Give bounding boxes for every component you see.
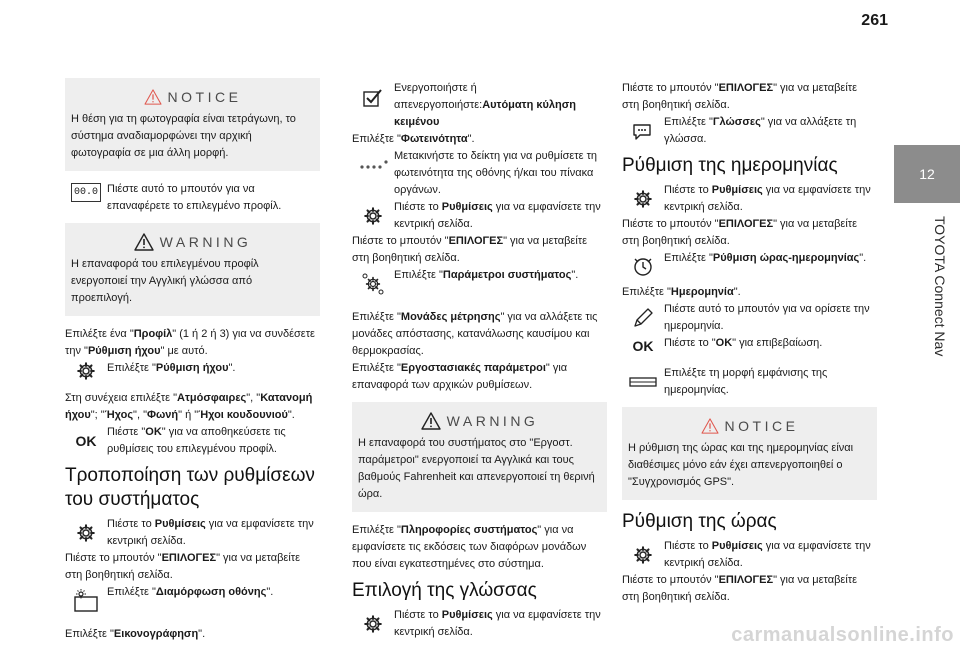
ok-icon: OK [75, 432, 97, 449]
sound-settings-icon [75, 360, 97, 382]
date-format-icon [629, 375, 657, 389]
warning-text: Η επαναφορά του επιλεγμένου προφίλ ενεργοποιεί την Αγγλική γλώσσα από προεπιλογή. [71, 258, 259, 304]
notice-text: Η θέση για τη φωτογραφία είναι τετράγωνη, το σύστημα αναδιαμορφώνει την αρχική φωτογραφία σε μια άλλη μορφή. [71, 113, 296, 159]
ok-save-step: OK Πιέστε "OK" για να αποθηκεύσετε τις ρυθμίσεις του επιλεγμένου προφίλ. [75, 426, 286, 455]
heading-time: Ρύθμιση της ώρας [622, 511, 777, 532]
notice-heading: NOTICE [724, 417, 799, 434]
profile-paragraph: Επιλέξτε ένα "Προφίλ" (1 ή 2 ή 3) για να συνδέσετε την "Ρύθμιση ήχου" με αυτό. [65, 328, 315, 357]
settings-gear-icon [75, 522, 97, 544]
reset-profile-text: Πιέστε αυτό το μπουτόν για να επαναφέρετε το επιλεγμένο προφίλ. [107, 183, 282, 212]
slider-dots-icon [358, 159, 388, 171]
watermark: carmanualsonline.info [731, 624, 954, 646]
warning-heading: WARNING [446, 412, 539, 429]
warning-box [352, 402, 607, 512]
warning-heading: WARNING [159, 233, 252, 250]
warning-text: Η επαναφορά του συστήματος στο "Εργοστ. παράμετροι" ενεργοποιεί τα Αγγλικά και τους βαθμούς Fahrenheit και απενεργοποιεί τη θερινή ώρα. [358, 437, 595, 500]
notice-warning-icon [701, 418, 719, 434]
notice-box [622, 407, 877, 500]
heading-language: Επιλογή της γλώσσας [352, 580, 537, 601]
chapter-tab[interactable]: 12 [894, 145, 960, 203]
screen-brightness-icon [72, 588, 100, 614]
reset-profile-step [65, 181, 320, 215]
notice-warning-icon [144, 89, 162, 105]
side-title: TOYOTA Connect Nav [932, 216, 948, 357]
settings-gear-icon [362, 205, 384, 227]
warning-icon [134, 233, 154, 251]
notice-text: Η ρύθμιση της ώρας και της ημερομηνίας είναι διαθέσιμες μόνο εάν έχει απενεργοποιηθεί ο "Συγχρονισμός GPS". [628, 442, 854, 488]
clock-calendar-icon [631, 255, 655, 279]
page-number: 261 [861, 12, 888, 29]
warning-box [65, 223, 320, 316]
notice-heading: NOTICE [167, 88, 242, 105]
heading-date: Ρύθμιση της ημερομηνίας [622, 155, 838, 176]
pencil-icon [631, 306, 655, 330]
warning-icon [421, 412, 441, 430]
reset-button-icon: 00.0 [71, 183, 101, 202]
settings-gear-icon [632, 188, 654, 210]
heading-system-settings: Τροποποίηση των ρυθμίσεων του συστήματος [65, 465, 315, 510]
column-3: Πιέστε το μπουτόν "ΕΠΙΛΟΓΕΣ" για να μεταβείτε στη βοηθητική σελίδα. Επιλέξτε "Γλώσσες" για να αλλάξετε τη γλώσσα. Ρύθμιση της ημερομηνίας Πιέστε το Ρυθμίσεις για να εμφανίσετε την κεντρική σελίδα. Πιέστε το μπουτόν "ΕΠΙΛΟΓΕΣ" για να μεταβείτε στη βοηθητική σελίδα. Επιλέξτε "Ρύθμιση ώρας-ημερομηνίας". Επιλέξτε "Ημερομηνία". Πιέστε αυτό το μπουτόν για να ορίσετε την ημερομηνία. OK Πιέστε το "OK" για επιβεβαίωση. Επιλέξτε τη μορφή εμφάνισης της ημερομηνίας. NOTICE Η ρύθμιση της ώρας και της ημερομηνίας είναι διαθέσιμες μόνο εάν έχει απενεργοποιηθεί ο "Συγχρονισμός GPS". Ρύθμιση της ώρας Πιέστε το Ρυθμίσεις για να εμφανίσετε την κεντρική σελίδα. Πιέστε το μπουτόν "ΕΠΙΛΟΓΕΣ" για να μεταβείτε στη βοηθητική σελίδα. [622, 80, 877, 606]
ok-icon: OK [632, 337, 654, 354]
notice-box [65, 78, 320, 171]
system-parameters-icon [360, 271, 386, 297]
checkbox-icon [362, 86, 384, 108]
language-speech-icon [631, 119, 655, 143]
column-1: NOTICE Η θέση για τη φωτογραφία είναι τετράγωνη, το σύστημα αναδιαμορφώνει την αρχική φωτογραφία σε μια άλλη μορφή. 00.0 Πιέστε αυτό το μπουτόν για να επαναφέρετε το επιλεγμένο προφίλ. WARNING Η επαναφορά του επιλεγμένου προφίλ ενεργοποιεί την Αγγλική γλώσσα από προεπιλογή. Επιλέξτε ένα "Προφίλ" (1 ή 2 ή 3) για να συνδέσετε την "Ρύθμιση ήχου" με αυτό. Επιλέξτε "Ρύθμιση ήχου". Στη συνέχεια επιλέξτε "Ατμόσφαιρες", "Κατανομή ήχου"; "Ήχος", "Φωνή" ή "Ήχοι κουδουνιού". OK Πιέστε "OK" για να αποθηκεύσετε τις ρυθμίσεις του επιλεγμένου προφίλ. Τροποποίηση των ρυθμίσεων του συστήματος Πιέστε το Ρυθμίσεις για να εμφανίσετε την κεντρική σελίδα. Πιέστε το μπουτόν "ΕΠΙΛΟΓΕΣ" για να μεταβείτε στη βοηθητική σελίδα. Επιλέξτε "Διαμόρφωση οθόνης". Επιλέξτε "Εικονογράφηση". [65, 78, 320, 643]
column-2: Ενεργοποιήστε ή απενεργοποιήστε:Αυτόματη κύληση κειμένου Επιλέξτε "Φωτεινότητα". Μετακινήστε το δείκτη για να ρυθμίσετε τη φωτεινότητα της οθόνης ή/και του πίνακα οργάνων. Πιέστε το Ρυθμίσεις για να εμφανίσετε την κεντρική σελίδα. Πιέστε το μπουτόν "ΕΠΙΛΟΓΕΣ" για να μεταβείτε στη βοηθητική σελίδα. Επιλέξτε "Παράμετροι συστήματος". Επιλέξτε "Μονάδες μέτρησης" για να αλλάξετε τις μονάδες απόστασης, κατανάλωσης καυσίμου και θερμοκρασίας. Επιλέξτε "Εργοστασιακές παράμετροι" για επαναφορά των αρχικών ρυθμίσεων. WARNING Η επαναφορά του συστήματος στο "Εργοστ. παράμετροι" ενεργοποιεί τα Αγγλικά και τους βαθμούς Fahrenheit και απενεργοποιεί τη θερινή ώρα. Επιλέξτε "Πληροφορίες συστήματος" για να εμφανίσετε τις εκδόσεις των διαφόρων μονάδων που είναι εγκατεστημένες στο σύστημα. Επιλογή της γλώσσας Πιέστε το Ρυθμίσεις για να εμφανίσετε την κεντρική σελίδα. [352, 80, 607, 641]
sound-options-paragraph: Στη συνέχεια επιλέξτε "Ατμόσφαιρες", "Κατανομή ήχου"; "Ήχος", "Φωνή" ή "Ήχοι κουδουνιού". [65, 392, 313, 421]
settings-gear-icon [632, 544, 654, 566]
settings-gear-icon [362, 613, 384, 635]
select-sound-step: Επιλέξτε "Ρύθμιση ήχου". [65, 360, 320, 382]
